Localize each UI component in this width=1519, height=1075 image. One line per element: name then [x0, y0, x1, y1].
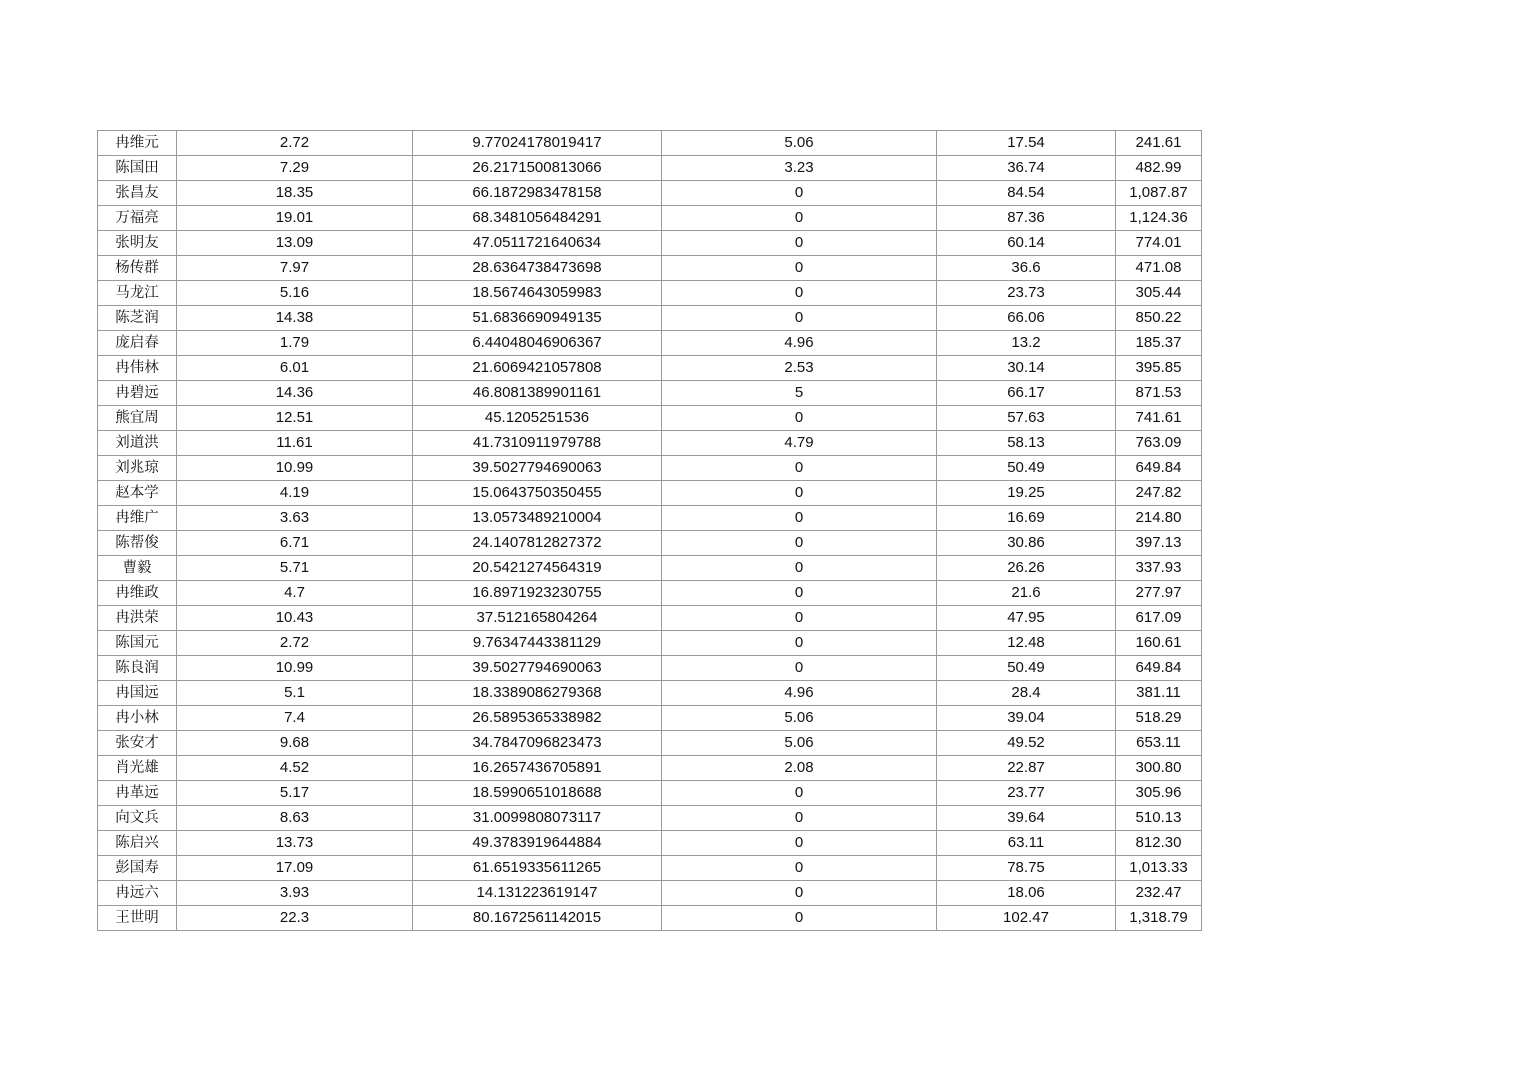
- name-cell: 庞启春: [98, 331, 177, 356]
- name-cell: 冉维元: [98, 131, 177, 156]
- value-cell-3: 0: [662, 806, 937, 831]
- value-cell-4: 18.06: [937, 881, 1116, 906]
- table-row: [98, 731, 1202, 756]
- value-cell-3: 0: [662, 181, 937, 206]
- value-cell-2: 39.5027794690063: [413, 456, 662, 481]
- value-cell-2: 13.0573489210004: [413, 506, 662, 531]
- amount-cell: 518.29: [1116, 706, 1202, 731]
- amount-cell: 277.97: [1116, 581, 1202, 606]
- value-cell-2: 6.44048046906367: [413, 331, 662, 356]
- value-cell-1: 8.63: [177, 806, 413, 831]
- value-cell-3: 2.08: [662, 756, 937, 781]
- amount-cell: 300.80: [1116, 756, 1202, 781]
- table-row: [98, 706, 1202, 731]
- value-cell-1: 2.72: [177, 131, 413, 156]
- name-cell: 冉革远: [98, 781, 177, 806]
- value-cell-2: 31.0099808073117: [413, 806, 662, 831]
- value-cell-1: 14.38: [177, 306, 413, 331]
- value-cell-4: 47.95: [937, 606, 1116, 631]
- name-cell: 冉维政: [98, 581, 177, 606]
- amount-cell: 185.37: [1116, 331, 1202, 356]
- value-cell-2: 14.131223619147: [413, 881, 662, 906]
- name-cell: 杨传群: [98, 256, 177, 281]
- value-cell-4: 60.14: [937, 231, 1116, 256]
- amount-cell: 649.84: [1116, 456, 1202, 481]
- table-row: [98, 306, 1202, 331]
- amount-cell: 305.96: [1116, 781, 1202, 806]
- value-cell-1: 17.09: [177, 856, 413, 881]
- table-row: [98, 331, 1202, 356]
- value-cell-3: 5: [662, 381, 937, 406]
- table-row: [98, 681, 1202, 706]
- table-row: [98, 206, 1202, 231]
- value-cell-2: 15.0643750350455: [413, 481, 662, 506]
- name-cell: 曹毅: [98, 556, 177, 581]
- value-cell-4: 39.04: [937, 706, 1116, 731]
- value-cell-4: 26.26: [937, 556, 1116, 581]
- value-cell-1: 9.68: [177, 731, 413, 756]
- value-cell-2: 49.3783919644884: [413, 831, 662, 856]
- amount-cell: 510.13: [1116, 806, 1202, 831]
- value-cell-2: 26.5895365338982: [413, 706, 662, 731]
- value-cell-4: 39.64: [937, 806, 1116, 831]
- value-cell-1: 1.79: [177, 331, 413, 356]
- value-cell-3: 0: [662, 306, 937, 331]
- table-row: [98, 881, 1202, 906]
- value-cell-2: 39.5027794690063: [413, 656, 662, 681]
- value-cell-1: 5.71: [177, 556, 413, 581]
- amount-cell: 337.93: [1116, 556, 1202, 581]
- value-cell-4: 21.6: [937, 581, 1116, 606]
- table-row: [98, 606, 1202, 631]
- name-cell: 陈国田: [98, 156, 177, 181]
- value-cell-2: 37.512165804264: [413, 606, 662, 631]
- value-cell-4: 102.47: [937, 906, 1116, 931]
- name-cell: 冉洪荣: [98, 606, 177, 631]
- value-cell-3: 0: [662, 656, 937, 681]
- amount-cell: 395.85: [1116, 356, 1202, 381]
- value-cell-1: 11.61: [177, 431, 413, 456]
- table-row: [98, 131, 1202, 156]
- table-row: [98, 456, 1202, 481]
- value-cell-1: 5.1: [177, 681, 413, 706]
- table-row: [98, 356, 1202, 381]
- value-cell-2: 66.1872983478158: [413, 181, 662, 206]
- value-cell-4: 66.06: [937, 306, 1116, 331]
- table-row: [98, 231, 1202, 256]
- value-cell-3: 0: [662, 781, 937, 806]
- value-cell-4: 49.52: [937, 731, 1116, 756]
- table-row: [98, 581, 1202, 606]
- table-row: [98, 381, 1202, 406]
- table-row: [98, 256, 1202, 281]
- value-cell-1: 18.35: [177, 181, 413, 206]
- amount-cell: 617.09: [1116, 606, 1202, 631]
- value-cell-4: 19.25: [937, 481, 1116, 506]
- value-cell-3: 0: [662, 456, 937, 481]
- table-row: [98, 856, 1202, 881]
- table-row: [98, 281, 1202, 306]
- amount-cell: 247.82: [1116, 481, 1202, 506]
- value-cell-1: 3.63: [177, 506, 413, 531]
- name-cell: 陈良润: [98, 656, 177, 681]
- value-cell-2: 26.2171500813066: [413, 156, 662, 181]
- value-cell-4: 17.54: [937, 131, 1116, 156]
- amount-cell: 305.44: [1116, 281, 1202, 306]
- value-cell-3: 5.06: [662, 731, 937, 756]
- amount-cell: 850.22: [1116, 306, 1202, 331]
- value-cell-1: 7.97: [177, 256, 413, 281]
- amount-cell: 471.08: [1116, 256, 1202, 281]
- data-table: [97, 130, 1202, 931]
- value-cell-1: 4.19: [177, 481, 413, 506]
- value-cell-4: 30.14: [937, 356, 1116, 381]
- name-cell: 冉国远: [98, 681, 177, 706]
- value-cell-1: 22.3: [177, 906, 413, 931]
- value-cell-3: 0: [662, 606, 937, 631]
- name-cell: 彭国寿: [98, 856, 177, 881]
- value-cell-4: 36.74: [937, 156, 1116, 181]
- table-row: [98, 481, 1202, 506]
- value-cell-4: 13.2: [937, 331, 1116, 356]
- value-cell-4: 84.54: [937, 181, 1116, 206]
- value-cell-2: 51.6836690949135: [413, 306, 662, 331]
- table-row: [98, 156, 1202, 181]
- table-row: [98, 656, 1202, 681]
- value-cell-1: 12.51: [177, 406, 413, 431]
- name-cell: 张昌友: [98, 181, 177, 206]
- name-cell: 冉小林: [98, 706, 177, 731]
- value-cell-1: 14.36: [177, 381, 413, 406]
- value-cell-4: 50.49: [937, 656, 1116, 681]
- value-cell-4: 78.75: [937, 856, 1116, 881]
- value-cell-3: 0: [662, 581, 937, 606]
- value-cell-3: 0: [662, 906, 937, 931]
- value-cell-1: 5.17: [177, 781, 413, 806]
- amount-cell: 381.11: [1116, 681, 1202, 706]
- value-cell-4: 12.48: [937, 631, 1116, 656]
- value-cell-1: 19.01: [177, 206, 413, 231]
- name-cell: 陈国元: [98, 631, 177, 656]
- amount-cell: 232.47: [1116, 881, 1202, 906]
- table-row: [98, 431, 1202, 456]
- value-cell-4: 23.77: [937, 781, 1116, 806]
- value-cell-4: 22.87: [937, 756, 1116, 781]
- name-cell: 马龙江: [98, 281, 177, 306]
- table-row: [98, 181, 1202, 206]
- value-cell-3: 0: [662, 506, 937, 531]
- value-cell-2: 18.5674643059983: [413, 281, 662, 306]
- value-cell-3: 0: [662, 481, 937, 506]
- table-row: [98, 806, 1202, 831]
- name-cell: 冉维广: [98, 506, 177, 531]
- value-cell-1: 5.16: [177, 281, 413, 306]
- value-cell-2: 18.3389086279368: [413, 681, 662, 706]
- value-cell-3: 0: [662, 831, 937, 856]
- amount-cell: 741.61: [1116, 406, 1202, 431]
- value-cell-1: 10.99: [177, 656, 413, 681]
- name-cell: 刘兆琼: [98, 456, 177, 481]
- value-cell-2: 34.7847096823473: [413, 731, 662, 756]
- value-cell-1: 13.09: [177, 231, 413, 256]
- amount-cell: 774.01: [1116, 231, 1202, 256]
- value-cell-1: 7.29: [177, 156, 413, 181]
- value-cell-2: 45.1205251536: [413, 406, 662, 431]
- value-cell-4: 30.86: [937, 531, 1116, 556]
- table-row: [98, 756, 1202, 781]
- table-row: [98, 831, 1202, 856]
- amount-cell: 653.11: [1116, 731, 1202, 756]
- table-row: [98, 506, 1202, 531]
- value-cell-2: 20.5421274564319: [413, 556, 662, 581]
- amount-cell: 812.30: [1116, 831, 1202, 856]
- value-cell-3: 4.96: [662, 681, 937, 706]
- amount-cell: 649.84: [1116, 656, 1202, 681]
- value-cell-3: 0: [662, 406, 937, 431]
- value-cell-1: 6.71: [177, 531, 413, 556]
- value-cell-3: 0: [662, 281, 937, 306]
- value-cell-2: 41.7310911979788: [413, 431, 662, 456]
- value-cell-1: 13.73: [177, 831, 413, 856]
- table-row: [98, 631, 1202, 656]
- name-cell: 王世明: [98, 906, 177, 931]
- value-cell-3: 0: [662, 531, 937, 556]
- value-cell-2: 28.6364738473698: [413, 256, 662, 281]
- name-cell: 熊宜周: [98, 406, 177, 431]
- value-cell-4: 36.6: [937, 256, 1116, 281]
- value-cell-3: 4.79: [662, 431, 937, 456]
- value-cell-2: 80.1672561142015: [413, 906, 662, 931]
- name-cell: 陈芝润: [98, 306, 177, 331]
- table-row: [98, 531, 1202, 556]
- value-cell-1: 4.52: [177, 756, 413, 781]
- value-cell-2: 9.77024178019417: [413, 131, 662, 156]
- value-cell-3: 3.23: [662, 156, 937, 181]
- value-cell-2: 24.1407812827372: [413, 531, 662, 556]
- name-cell: 赵本学: [98, 481, 177, 506]
- name-cell: 刘道洪: [98, 431, 177, 456]
- amount-cell: 871.53: [1116, 381, 1202, 406]
- amount-cell: 763.09: [1116, 431, 1202, 456]
- value-cell-3: 0: [662, 881, 937, 906]
- name-cell: 张安才: [98, 731, 177, 756]
- amount-cell: 160.61: [1116, 631, 1202, 656]
- value-cell-4: 28.4: [937, 681, 1116, 706]
- amount-cell: 397.13: [1116, 531, 1202, 556]
- table-row: [98, 556, 1202, 581]
- value-cell-1: 7.4: [177, 706, 413, 731]
- name-cell: 冉碧远: [98, 381, 177, 406]
- value-cell-3: 5.06: [662, 706, 937, 731]
- value-cell-4: 66.17: [937, 381, 1116, 406]
- value-cell-2: 16.8971923230755: [413, 581, 662, 606]
- value-cell-1: 10.43: [177, 606, 413, 631]
- table-body: [98, 131, 1202, 931]
- value-cell-4: 87.36: [937, 206, 1116, 231]
- amount-cell: 1,013.33: [1116, 856, 1202, 881]
- amount-cell: 482.99: [1116, 156, 1202, 181]
- amount-cell: 1,087.87: [1116, 181, 1202, 206]
- table-row: [98, 906, 1202, 931]
- value-cell-2: 21.6069421057808: [413, 356, 662, 381]
- value-cell-4: 58.13: [937, 431, 1116, 456]
- value-cell-2: 61.6519335611265: [413, 856, 662, 881]
- value-cell-3: 0: [662, 206, 937, 231]
- value-cell-2: 9.76347443381129: [413, 631, 662, 656]
- value-cell-1: 3.93: [177, 881, 413, 906]
- value-cell-3: 2.53: [662, 356, 937, 381]
- name-cell: 陈帮俊: [98, 531, 177, 556]
- value-cell-2: 16.2657436705891: [413, 756, 662, 781]
- amount-cell: 214.80: [1116, 506, 1202, 531]
- value-cell-1: 6.01: [177, 356, 413, 381]
- name-cell: 陈启兴: [98, 831, 177, 856]
- value-cell-2: 18.5990651018688: [413, 781, 662, 806]
- value-cell-2: 46.8081389901161: [413, 381, 662, 406]
- value-cell-3: 0: [662, 856, 937, 881]
- value-cell-1: 4.7: [177, 581, 413, 606]
- amount-cell: 241.61: [1116, 131, 1202, 156]
- value-cell-4: 50.49: [937, 456, 1116, 481]
- name-cell: 张明友: [98, 231, 177, 256]
- value-cell-3: 5.06: [662, 131, 937, 156]
- name-cell: 万福亮: [98, 206, 177, 231]
- table-row: [98, 406, 1202, 431]
- value-cell-3: 0: [662, 231, 937, 256]
- table-row: [98, 781, 1202, 806]
- value-cell-4: 23.73: [937, 281, 1116, 306]
- name-cell: 肖光雄: [98, 756, 177, 781]
- amount-cell: 1,124.36: [1116, 206, 1202, 231]
- value-cell-4: 57.63: [937, 406, 1116, 431]
- amount-cell: 1,318.79: [1116, 906, 1202, 931]
- name-cell: 向文兵: [98, 806, 177, 831]
- value-cell-2: 68.3481056484291: [413, 206, 662, 231]
- value-cell-4: 16.69: [937, 506, 1116, 531]
- value-cell-2: 47.0511721640634: [413, 231, 662, 256]
- value-cell-3: 0: [662, 556, 937, 581]
- value-cell-1: 2.72: [177, 631, 413, 656]
- value-cell-3: 0: [662, 256, 937, 281]
- value-cell-3: 0: [662, 631, 937, 656]
- name-cell: 冉伟林: [98, 356, 177, 381]
- value-cell-1: 10.99: [177, 456, 413, 481]
- name-cell: 冉远六: [98, 881, 177, 906]
- value-cell-4: 63.11: [937, 831, 1116, 856]
- value-cell-3: 4.96: [662, 331, 937, 356]
